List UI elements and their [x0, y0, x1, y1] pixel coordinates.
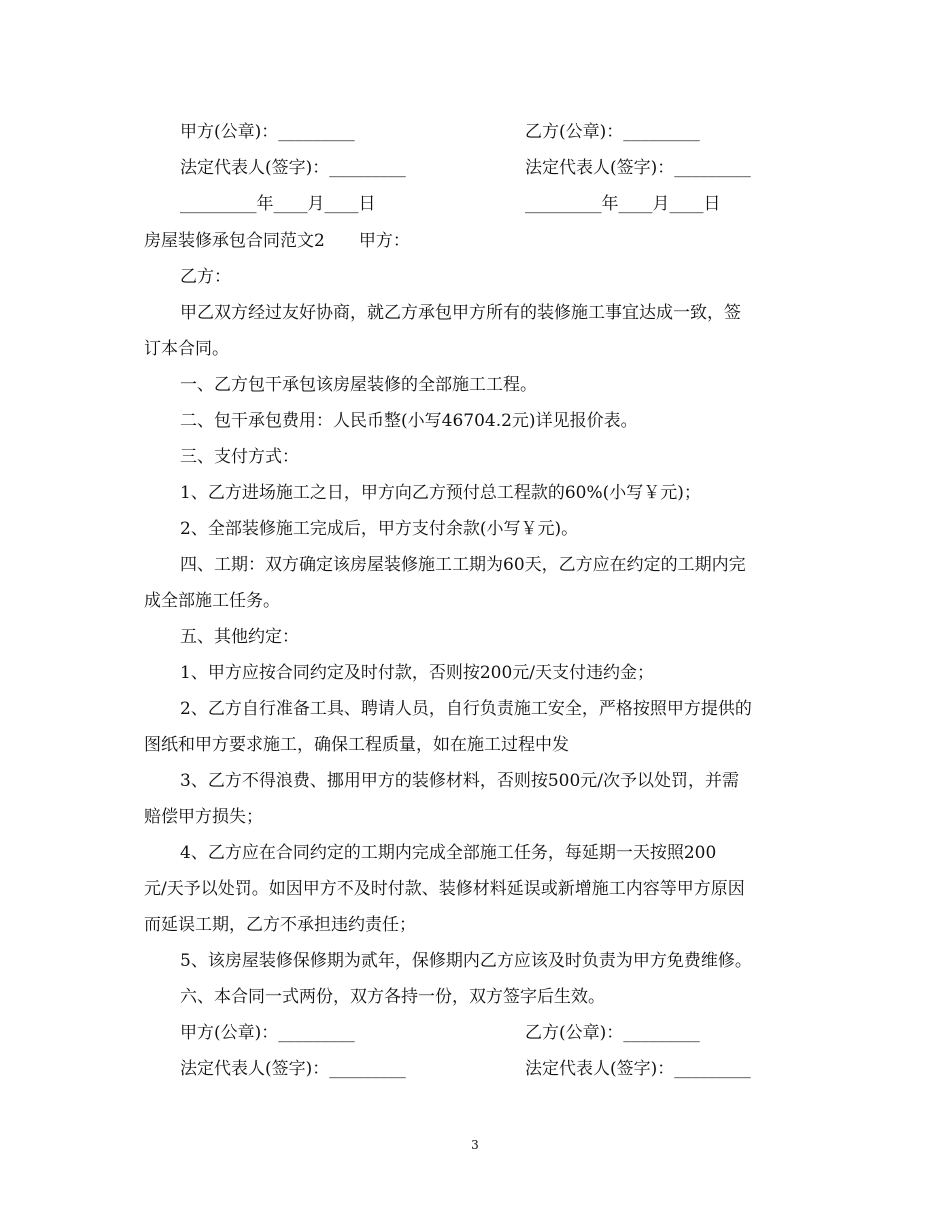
paragraph-line: 成全部施工任务。 — [144, 591, 280, 611]
party-b-rep-line: 法定代表人(签字)：_________ — [525, 1059, 751, 1079]
page-number: 3 — [471, 1138, 479, 1152]
party-a-rep-line: 法定代表人(签字)：_________ — [180, 1059, 406, 1079]
party-b-date-line: _________年____月____日 — [525, 194, 721, 214]
paragraph-line: 1、甲方应按合同约定及时付款，否则按200元/天支付违约金； — [180, 663, 654, 683]
paragraph-line: 三、支付方式： — [180, 447, 299, 467]
party-b-rep-line: 法定代表人(签字)：_________ — [525, 158, 751, 178]
paragraph-line: 3、乙方不得浪费、挪用甲方的装修材料，否则按500元/次予以处罚，并需 — [180, 771, 739, 791]
paragraph-line: 赔偿甲方损失； — [144, 807, 263, 827]
party-a-seal-line: 甲方(公章)：_________ — [180, 122, 355, 142]
paragraph-line: 而延误工期，乙方不承担违约责任； — [144, 915, 416, 935]
paragraph-line: 2、乙方自行准备工具、聘请人员，自行负责施工安全，严格按照甲方提供的 — [180, 699, 752, 719]
paragraph-line: 二、包干承包费用：人民币整(小写46704.2元)详见报价表。 — [180, 411, 638, 431]
party-b-seal-line: 乙方(公章)：_________ — [525, 122, 700, 142]
paragraph-line: 一、乙方包干承包该房屋装修的全部施工工程。 — [180, 375, 537, 395]
paragraph-line: 六、本合同一式两份，双方各持一份，双方签字后生效。 — [180, 987, 605, 1007]
paragraph-line: 2、全部装修施工完成后，甲方支付余款(小写￥元)。 — [180, 519, 579, 539]
party-b-seal-line: 乙方(公章)：_________ — [525, 1023, 700, 1043]
paragraph-line: 4、乙方应在合同约定的工期内完成全部施工任务，每延期一天按照200 — [180, 843, 717, 863]
paragraph-line: 甲乙双方经过友好协商，就乙方承包甲方所有的装修施工事宜达成一致，签 — [180, 303, 741, 323]
party-a-seal-line: 甲方(公章)：_________ — [180, 1023, 355, 1043]
paragraph-line: 1、乙方进场施工之日，甲方向乙方预付总工程款的60%(小写￥元)； — [180, 483, 701, 503]
party-a-date-line: _________年____月____日 — [180, 194, 376, 214]
contract-heading: 房屋装修承包合同范文2 甲方： — [144, 231, 410, 251]
party-b-label: 乙方： — [180, 267, 231, 287]
paragraph-line: 5、该房屋装修保修期为贰年，保修期内乙方应该及时负责为甲方免费维修。 — [180, 951, 752, 971]
paragraph-line: 订本合同。 — [144, 339, 229, 359]
paragraph-line: 元/天予以处罚。如因甲方不及时付款、装修材料延误或新增施工内容等甲方原因 — [144, 879, 745, 899]
paragraph-line: 图纸和甲方要求施工，确保工程质量，如在施工过程中发 — [144, 735, 569, 755]
paragraph-line: 五、其他约定： — [180, 627, 299, 647]
party-a-rep-line: 法定代表人(签字)：_________ — [180, 158, 406, 178]
paragraph-line: 四、工期：双方确定该房屋装修施工工期为60天，乙方应在约定的工期内完 — [180, 555, 746, 575]
